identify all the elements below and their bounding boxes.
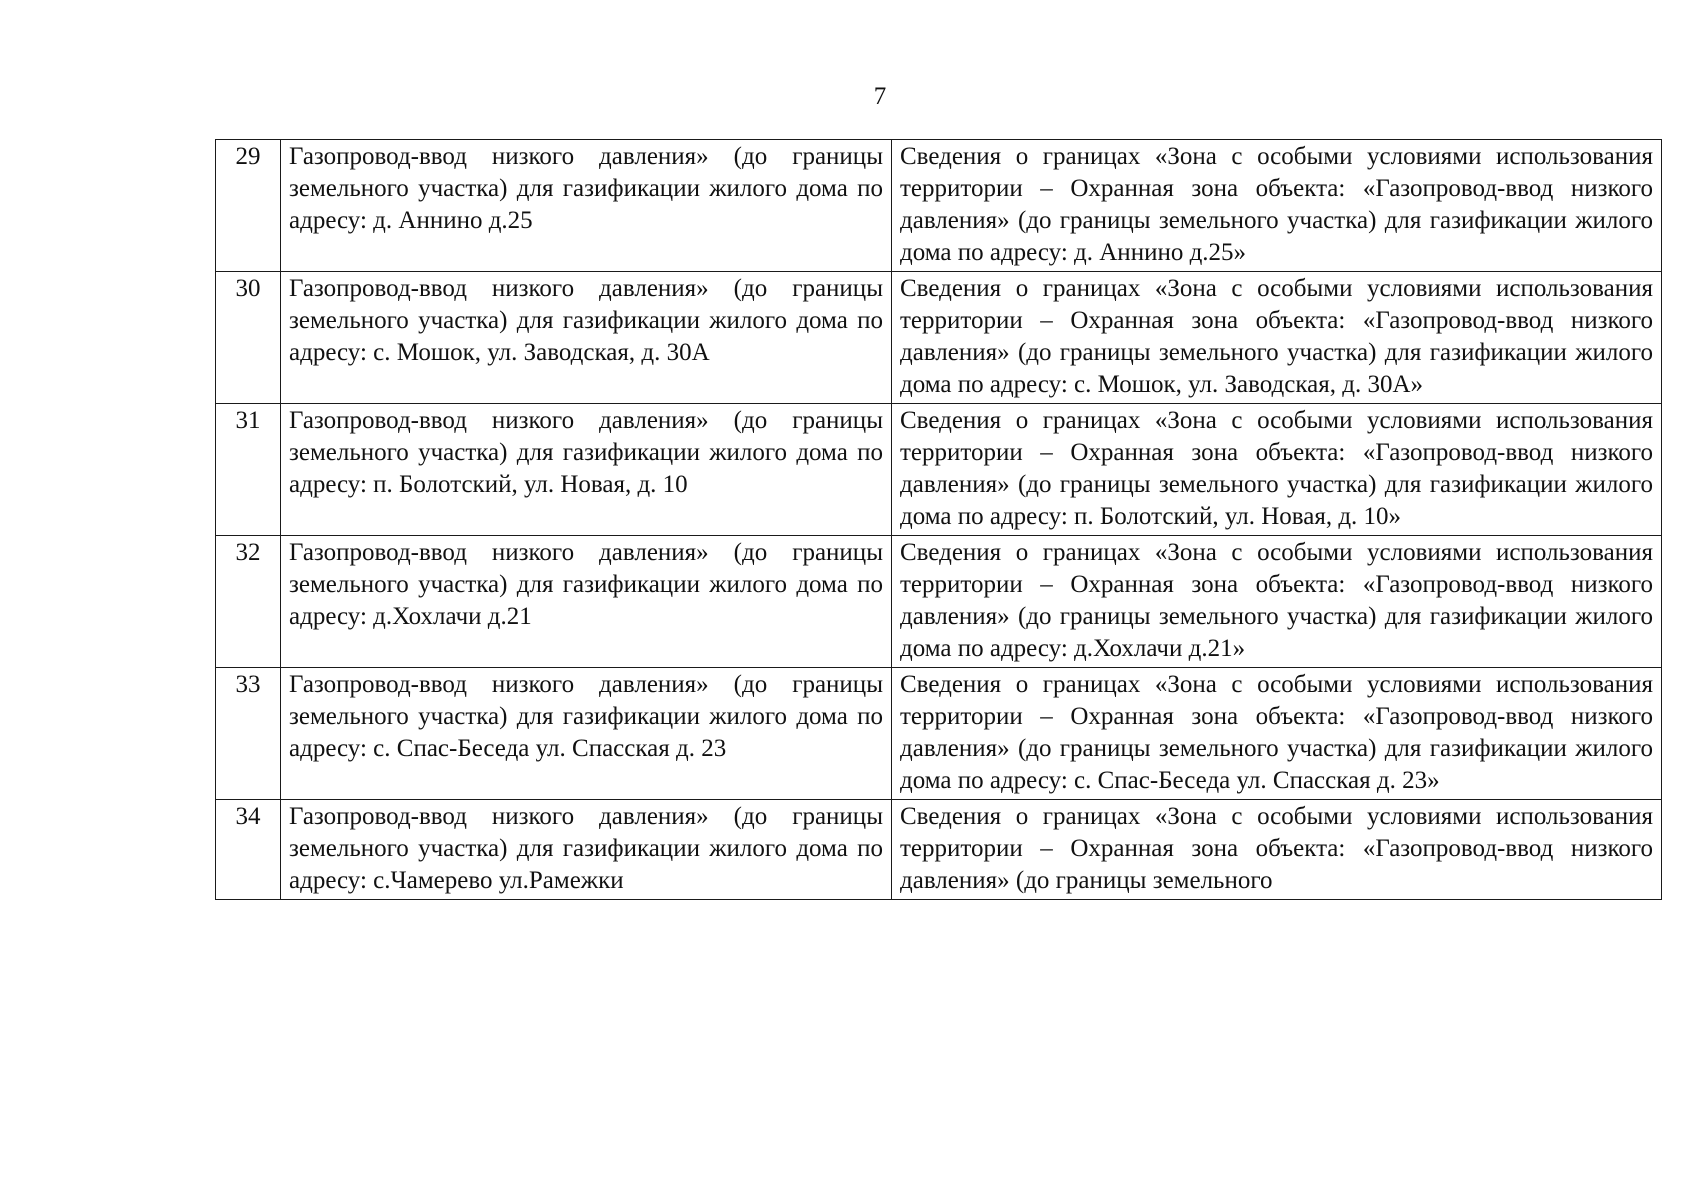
row-number: 33 [216,668,281,800]
table-row [216,404,1662,536]
zones-table [215,139,1662,900]
row-number: 30 [216,272,281,404]
row-number: 32 [216,536,281,668]
table-row [216,800,1662,900]
row-number: 29 [216,140,281,272]
object-description: Газопровод-ввод низкого давления» (до границы земельного участка) для газификации жилого дома по адресу: с. Спас-Беседа ул. Спасская д. 23 [281,668,892,800]
page-number: 7 [873,83,887,110]
object-description-text: Газопровод-ввод низкого давления» (до границы земельного участка) для газификации жилого дома по адресу: с.Чамерево ул.Рамежки [289,803,883,894]
zone-information: Сведения о границах «Зона с особыми условиями использования территории – Охранная зона объекта: «Газопровод-ввод низкого давления» (до границы земельного участка) для газификации жилого дома по адресу: п. Болотский, ул. Новая, д. 10» [892,404,1662,536]
zone-information [892,800,1662,900]
object-description: Газопровод-ввод низкого давления» (до границы земельного участка) для газификации жилого дома по адресу: д.Хохлачи д.21 [281,536,892,668]
table-row [216,140,1662,272]
object-description: Газопровод-ввод низкого давления» (до границы земельного участка) для газификации жилого дома по адресу: с. Мошок, ул. Заводская, д. 30А [281,272,892,404]
zone-information: Сведения о границах «Зона с особыми условиями использования территории – Охранная зона объекта: «Газопровод-ввод низкого давления» (до границы земельного участка) для газификации жилого дома по адресу: с. Мошок, ул. Заводская, д. 30А» [892,272,1662,404]
table-row [216,536,1662,668]
table-row [216,272,1662,404]
object-description: Газопровод-ввод низкого давления» (до границы земельного участка) для газификации жилого дома по адресу: п. Болотский, ул. Новая, д. 10 [281,404,892,536]
table-row [216,668,1662,800]
object-description: Газопровод-ввод низкого давления» (до границы земельного участка) для газификации жилого дома по адресу: д. Аннино д.25 [281,140,892,272]
zone-information: Сведения о границах «Зона с особыми условиями использования территории – Охранная зона объекта: «Газопровод-ввод низкого давления» (до границы земельного участка) для газификации жилого дома по адресу: д. Аннино д.25» [892,140,1662,272]
zone-information: Сведения о границах «Зона с особыми условиями использования территории – Охранная зона объекта: «Газопровод-ввод низкого давления» (до границы земельного участка) для газификации жилого дома по адресу: с. Спас-Беседа ул. Спасская д. 23» [892,668,1662,800]
object-description [281,800,892,900]
zone-information-text: Сведения о границах «Зона с особыми условиями использования территории – Охранная зона объекта: «Газопровод-ввод низкого давления» (до границы земельного [900,803,1653,894]
row-number: 34 [216,800,281,900]
row-number: 31 [216,404,281,536]
zone-information: Сведения о границах «Зона с особыми условиями использования территории – Охранная зона объекта: «Газопровод-ввод низкого давления» (до границы земельного участка) для газификации жилого дома по адресу: д.Хохлачи д.21» [892,536,1662,668]
